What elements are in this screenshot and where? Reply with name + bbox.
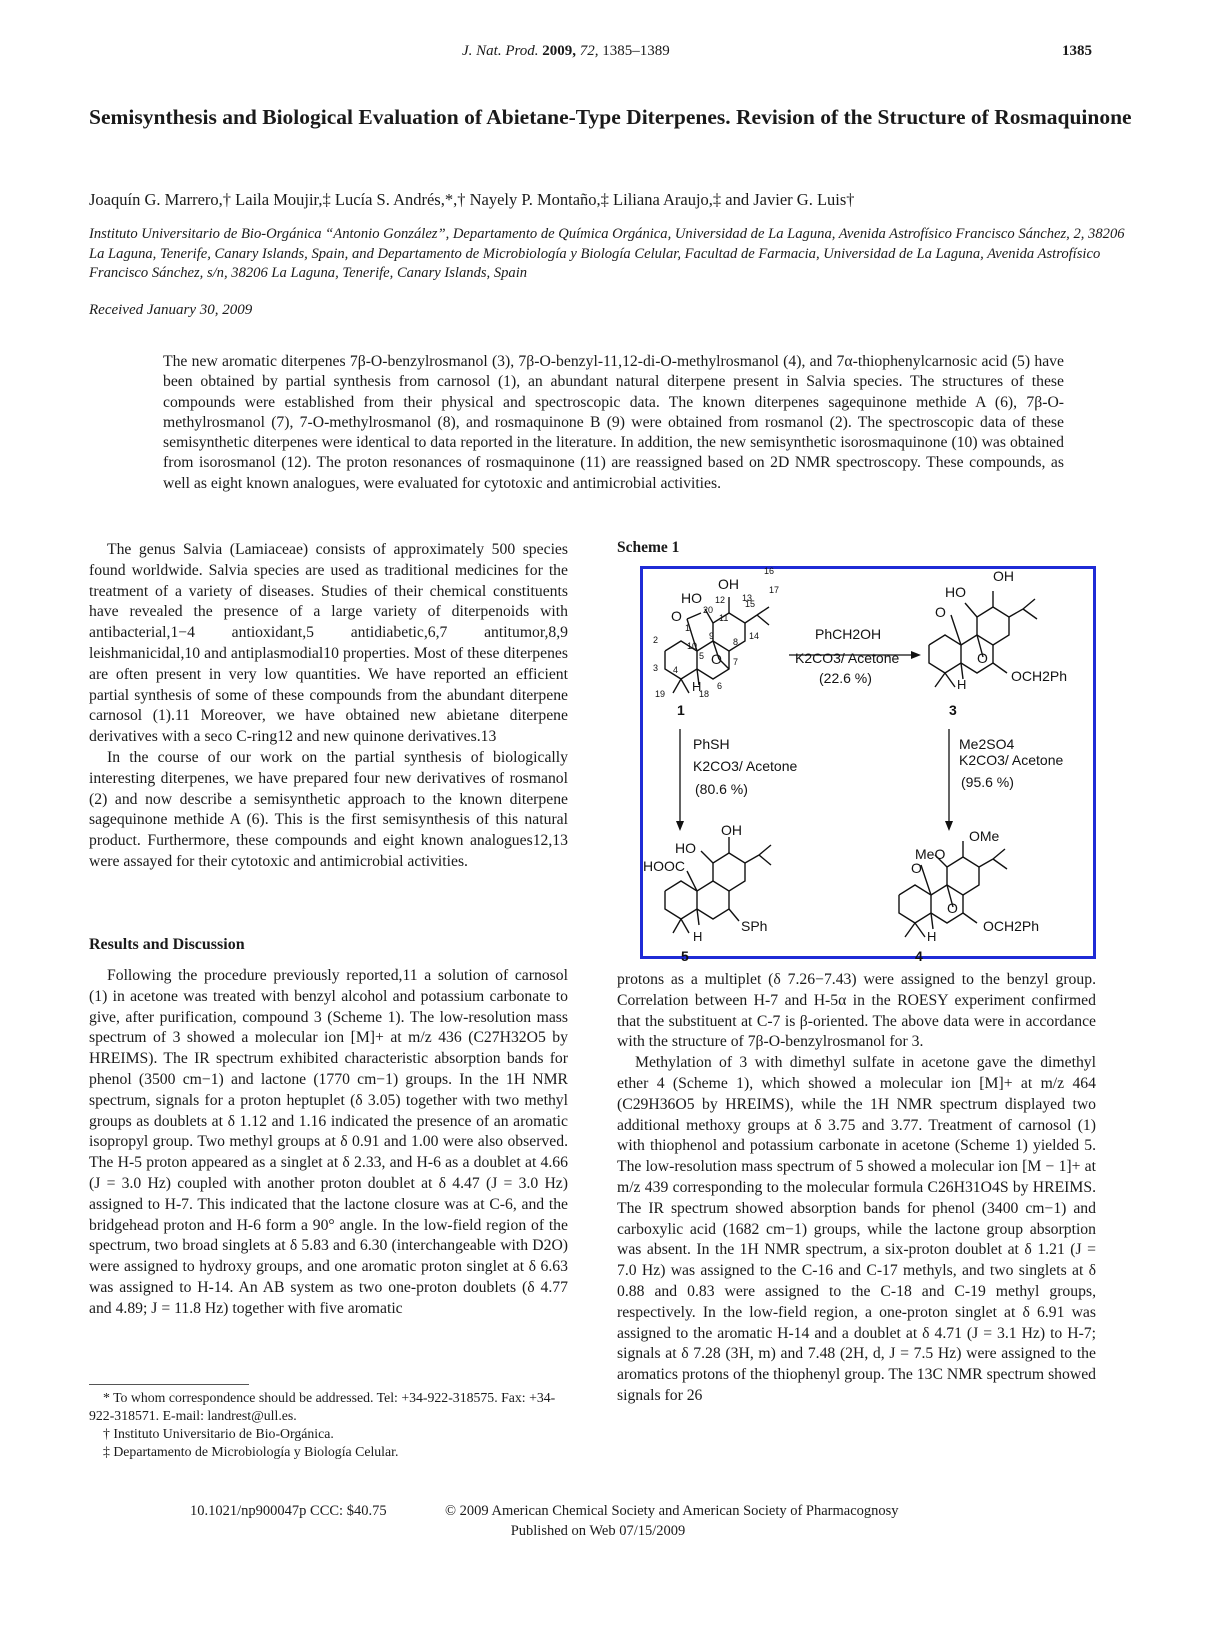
c1-atom-14: 14 xyxy=(749,631,760,641)
c1-atom-10: 10 xyxy=(687,641,698,651)
left-column-results xyxy=(89,966,568,1320)
c1-atom-5: 5 xyxy=(699,651,705,661)
arrow-2-yield: (80.6 %) xyxy=(695,781,748,797)
c1-atom-13: 13 xyxy=(742,593,753,603)
abstract: The new aromatic diterpenes 7β-O-benzylrosmanol (3), 7β-O-benzyl-11,12-di-O-methylrosmanol (4), and 7α-thiophenylcarnosic acid (5) have been obtained by partial synthesis from carnosol (1), an abundant natural diterpene present in Salvia species. The structures of these compounds were established from their physical and spectroscopic data. The known diterpenes sagequinone methide A (6), 7β-O-methylrosmanol (7), 7-O-methylrosmanol (8), and rosmaquinone B (9) were obtained from rosmanol (2). The spectroscopic data of these semisynthetic diterpenes were identical to data reported in the literature. In addition, the new semisynthetic isorosmaquinone (10) was obtained from isorosmanol (12). The proton resonances of rosmaquinone (11) are reassigned based on 2D NMR spectroscopy. These compounds, as well as eight known analogues, were evaluated for cytotoxic and antimicrobial activities. xyxy=(163,353,1064,492)
author-list: Joaquín G. Marrero,† Laila Moujir,‡ Lucía S. Andrés,*,† Nayely P. Montaño,‡ Liliana Araujo,‡ and Javier G. Luis† xyxy=(89,190,855,209)
c1-o-label: O xyxy=(671,608,682,624)
c1-atom-6: 6 xyxy=(717,681,723,691)
journal-name: J. Nat. Prod. xyxy=(462,43,539,59)
arrow-3-conditions: K2CO3/ Acetone xyxy=(959,752,1064,768)
arrow-2-head xyxy=(676,821,684,831)
scheme-figure xyxy=(640,566,1096,964)
c1-atom-17: 17 xyxy=(769,585,780,595)
c3-bridge-o-label: O xyxy=(977,650,988,666)
running-header xyxy=(462,43,670,60)
c1-atom-11: 11 xyxy=(719,613,729,623)
c3-h-label: H xyxy=(957,677,967,692)
c4-o-label: O xyxy=(911,860,922,876)
article-title: Semisynthesis and Biological Evaluation of Abietane-Type Diterpenes. Revision of the Structure of Rosmaquinone xyxy=(89,105,1132,129)
c4-h-label: H xyxy=(927,929,937,944)
c4-meo-label: MeO xyxy=(915,846,946,862)
footnotes xyxy=(89,1389,568,1461)
c1-atom-16: 16 xyxy=(764,566,775,576)
c1-atom-3: 3 xyxy=(653,663,659,673)
scheme-title: Scheme 1 xyxy=(617,539,680,556)
journal-pages: 1385–1389 xyxy=(602,43,670,59)
c1-ho-label: HO xyxy=(681,590,702,606)
c1-oh-label: OH xyxy=(718,576,739,592)
received-date: Received January 30, 2009 xyxy=(89,302,253,318)
arrow-1-conditions: K2CO3/ Acetone xyxy=(795,650,900,666)
compound-label-1: 1 xyxy=(677,702,685,718)
results-heading: Results and Discussion xyxy=(89,936,245,953)
right-paragraph-2: Methylation of 3 with dimethyl sulfate in acetone gave the dimethyl ether 4 (Scheme 1), which showed a molecular ion [M]+ at m/z 464 (C29H36O5 by HREIMS), while the 1H NMR spectrum displayed two additional methoxy groups at δ 3.75 and 3.77. Treatment of carnosol (1) with thiophenol and potassium carbonate in acetone (Scheme 1) yielded 5. The low-resolution mass spectrum of 5 showed a molecular ion [M − 1]+ at m/z 439 corresponding to the molecular formula C26H31O4S by HREIMS. The IR spectrum showed absorption bands for phenol (3400 cm−1) and carboxylic acid (1682 cm−1) groups, while the lactone group absorption was absent. In the 1H NMR spectrum, a six-proton doublet at δ 1.21 (J = 7.0 Hz) was assigned to the C-16 and C-17 methyls, and two singlets at δ 0.88 and 0.83 were assigned to the C-18 and C-19 methyl groups, respectively. In the low-field region, a one-proton singlet at δ 6.91 was assigned to the aromatic H-14 and a doublet at δ 4.71 (J = 3.1 Hz) to H-7; signals at δ 7.28 (3H, m) and 7.48 (2H, d, J = 7.5 Hz) were assigned to the aromatics protons of the thiophenyl group. The 13C NMR spectrum showed signals for 26 xyxy=(617,1054,1096,1404)
c5-oh-label: OH xyxy=(721,822,742,838)
c5-sph-label: SPh xyxy=(741,918,768,934)
arrow-1-reagent: PhCH2OH xyxy=(815,626,882,642)
journal-volume: 72, xyxy=(579,43,599,59)
arrow-3-yield: (95.6 %) xyxy=(961,774,1014,790)
c1-atom-9: 9 xyxy=(709,631,715,641)
footnote-dagger: † Instituto Universitario de Bio-Orgánica. xyxy=(103,1426,334,1441)
c4-och2ph-label: OCH2Ph xyxy=(983,918,1040,934)
arrow-2-conditions: K2CO3/ Acetone xyxy=(693,758,798,774)
c3-o-label: O xyxy=(935,604,946,620)
compound-label-4: 4 xyxy=(915,948,923,964)
c1-atom-12: 12 xyxy=(715,595,726,605)
intro-paragraph-2: In the course of our work on the partial synthesis of biologically interesting diterpenes, we have prepared four new derivatives of rosmanol (2) and now describe a semisynthetic approach to the known diterpene sagequinone methide A (6). This is the first semisynthesis of this natural product. Furthermore, these compounds and eight known analogues12,13 were assayed for their cytotoxic and antimicrobial activities. xyxy=(89,748,568,870)
footnote-rule xyxy=(89,1384,249,1385)
results-paragraph-1: Following the procedure previously reported,11 a solution of carnosol (1) in acetone was treated with benzyl alcohol and potassium carbonate to give, after purification, compound 3 (Scheme 1). The low-resolution mass spectrum of 3 showed a molecular ion [M]+ at m/z 436 (C27H32O5 by HREIMS). The IR spectrum exhibited characteristic absorption bands for phenol (3500 cm−1) and lactone (1770 cm−1) groups. In the 1H NMR spectrum, signals for a proton heptuplet (δ 3.05) together with two methyl groups as doublets at δ 1.12 and 1.16 indicated the presence of an aromatic isopropyl group. Two methyl groups at δ 0.91 and 1.00 were also observed. The H-5 proton appeared as a singlet at δ 2.33, and H-6 as a doublet at 4.66 (J = 3.0 Hz) coupled with another proton doublet at δ 4.47 (J = 3.0 Hz) assigned to H-7. This indicated that the lactone closure was at C-6, and the bridgehead proton and H-6 form a 90° angle. In the low-field region of the spectrum, two broad singlets at δ 5.83 and 6.30 (interchangeable with D2O) were assigned to hydroxy groups, and one aromatic proton singlet at δ 6.63 was assigned to H-14. An AB system as two one-proton doublets (δ 4.77 and 4.89; J = 11.8 Hz) together with five aromatic xyxy=(89,967,568,1317)
doi-line: 10.1021/np900047p CCC: $40.75 xyxy=(190,1503,387,1519)
c3-och2ph-label: OCH2Ph xyxy=(1011,668,1068,684)
intro-paragraph-1: The genus Salvia (Lamiaceae) consists of approximately 500 species found worldwide. Salvia species are used as traditional medicines for the treatment of a variety of diseases. Studies of their chemical constituents have revealed the presence of a large variety of diterpenoids with antibacterial,1−4 antioxidant,5 antidiabetic,6,7 antitumor,8,9 leishmanicidal,10 and antiplasmodial10 properties. Most of these diterpenes are often present in very low quantities. We have reported an efficient partial synthesis of some of these compounds from the abundant diterpene carnosol (1).11 Moreover, we have obtained new abietane diterpene derivatives with a seco C-ring12 and new quinone derivatives.13 xyxy=(89,541,568,746)
c1-atom-19: 19 xyxy=(655,689,666,699)
copyright-line: © 2009 American Chemical Society and American Society of Pharmacognosy xyxy=(445,1503,899,1519)
c3-oh-label: OH xyxy=(993,568,1014,584)
c5-hooc-label: HOOC xyxy=(643,858,685,874)
right-column-text xyxy=(617,970,1096,1407)
arrow-1-yield: (22.6 %) xyxy=(819,670,872,686)
c3-ho-label: HO xyxy=(945,584,966,600)
scheme-diagram xyxy=(643,566,1092,964)
c1-atom-1: 1 xyxy=(685,623,691,633)
c1-atom-2: 2 xyxy=(653,635,659,645)
c1-h-label: H xyxy=(692,679,702,694)
affiliations: Instituto Universitario de Bio-Orgánica “Antonio González”, Departamento de Química Orgánica, Universidad de La Laguna, Avenida Astrofísico Francisco Sánchez, 2, 38206 La Laguna, Tenerife, Canary Islands, Spain, and Departamento de Microbiología y Biología Celular, Facultad de Farmacia, Universidad de La Laguna, Avenida Astrofísico Francisco Sánchez, s/n, 38206 La Laguna, Tenerife, Canary Islands, Spain xyxy=(89,226,1125,281)
arrow-1-head xyxy=(911,651,921,659)
c5-h-label: H xyxy=(693,929,703,944)
left-column-intro xyxy=(89,540,568,873)
arrow-2-reagent: PhSH xyxy=(693,736,730,752)
compound-label-5: 5 xyxy=(681,948,689,964)
journal-year: 2009, xyxy=(542,43,577,59)
page-number: 1385 xyxy=(1062,43,1092,59)
c1-atom-20: 20 xyxy=(703,605,714,615)
c1-atom-18: 18 xyxy=(699,689,710,699)
published-line: Published on Web 07/15/2009 xyxy=(510,1523,686,1539)
c1-atom-7: 7 xyxy=(733,657,739,667)
c1-atom-8: 8 xyxy=(733,637,739,647)
c5-ho-label: HO xyxy=(675,840,696,856)
right-paragraph-1: protons as a multiplet (δ 7.26−7.43) were assigned to the benzyl group. Correlation between H-7 and H-5α in the ROESY experiment confirmed that the substituent at C-7 is β-oriented. The above data were in accordance with the structure of 7β-O-benzylrosmanol for 3. xyxy=(617,971,1096,1051)
footnote-correspondence: * To whom correspondence should be addressed. Tel: +34-922-318575. Fax: +34-922-318571. E-mail: landrest@ull.es. xyxy=(89,1390,556,1423)
c1-bridge-o-label: O xyxy=(711,651,722,667)
c1-atom-15: 15 xyxy=(745,599,756,609)
c4-ome-label: OMe xyxy=(969,828,1000,844)
arrow-3-reagent: Me2SO4 xyxy=(959,736,1015,752)
c1-atom-4: 4 xyxy=(673,665,679,675)
compound-label-3: 3 xyxy=(949,702,957,718)
footnote-double-dagger: ‡ Departamento de Microbiología y Biología Celular. xyxy=(103,1444,399,1459)
arrow-3-head xyxy=(945,821,953,831)
c4-bridge-o-label: O xyxy=(947,900,958,916)
